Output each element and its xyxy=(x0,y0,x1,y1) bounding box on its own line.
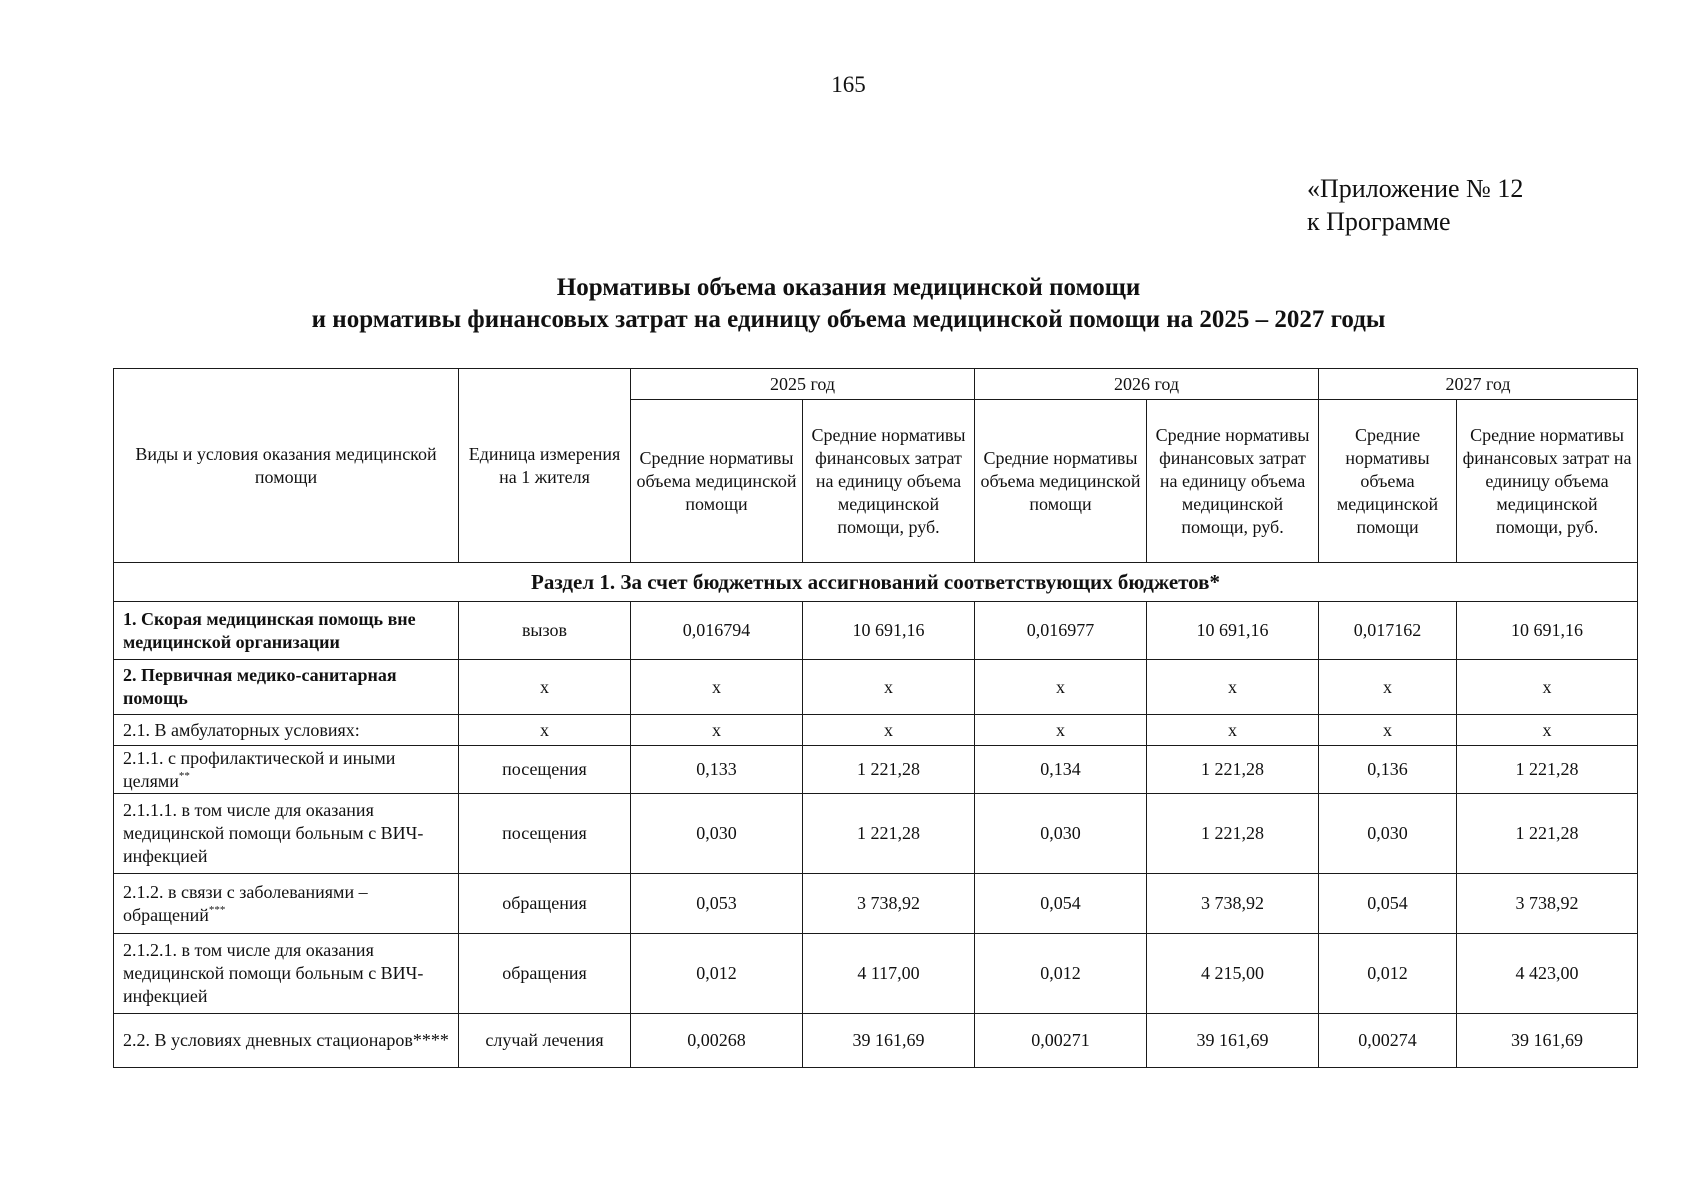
header-year-2026: 2026 год xyxy=(975,369,1319,400)
row-name: 2. Первичная медико-санитарная помощь xyxy=(114,660,459,715)
row-cost-2026: 3 738,92 xyxy=(1147,874,1319,934)
row-cost-2027: 10 691,16 xyxy=(1457,602,1638,660)
row-unit: посещения xyxy=(459,794,631,874)
table-row xyxy=(114,602,1638,660)
row-cost-2026: х xyxy=(1147,660,1319,715)
table-row xyxy=(114,794,1638,874)
row-volume-2026: х xyxy=(975,715,1147,746)
row-volume-2025: 0,053 xyxy=(631,874,803,934)
row-name-text: 2.1.2. в связи с заболеваниями – обращений xyxy=(123,881,368,925)
norms-table xyxy=(113,368,1638,1068)
row-cost-2026: 39 161,69 xyxy=(1147,1014,1319,1068)
footnote-mark: *** xyxy=(208,903,226,916)
row-cost-2027: 39 161,69 xyxy=(1457,1014,1638,1068)
row-volume-2027: 0,030 xyxy=(1319,794,1457,874)
row-cost-2025: х xyxy=(803,660,975,715)
row-cost-2026: 4 215,00 xyxy=(1147,934,1319,1014)
row-unit: случай лечения xyxy=(459,1014,631,1068)
document-title-line-2: и нормативы финансовых затрат на единицу объема медицинской помощи на 2025 – 2027 годы xyxy=(311,306,1386,333)
row-unit: х xyxy=(459,715,631,746)
table-row xyxy=(114,660,1638,715)
row-volume-2025: х xyxy=(631,715,803,746)
row-cost-2026: 10 691,16 xyxy=(1147,602,1319,660)
row-volume-2027: х xyxy=(1319,715,1457,746)
row-unit: обращения xyxy=(459,874,631,934)
row-unit: вызов xyxy=(459,602,631,660)
row-unit: посещения xyxy=(459,746,631,794)
row-name: 2.1.1.1. в том числе для оказания медицинской помощи больным с ВИЧ-инфекцией xyxy=(114,794,459,874)
header-volume-norm-2026: Средние нормативы объема медицинской помощи xyxy=(975,400,1147,563)
table-row xyxy=(114,715,1638,746)
footnote-mark: ** xyxy=(178,769,190,782)
header-year-2027: 2027 год xyxy=(1319,369,1638,400)
header-cost-norm-2026: Средние нормативы финансовых затрат на единицу объема медицинской помощи, руб. xyxy=(1147,400,1319,563)
row-cost-2025: 39 161,69 xyxy=(803,1014,975,1068)
row-volume-2026: 0,030 xyxy=(975,794,1147,874)
row-volume-2027: 0,054 xyxy=(1319,874,1457,934)
row-cost-2027: 4 423,00 xyxy=(1457,934,1638,1014)
row-cost-2025: 1 221,28 xyxy=(803,794,975,874)
header-volume-norm-2027: Средние нормативы объема медицинской помощи xyxy=(1319,400,1457,563)
row-volume-2026: 0,134 xyxy=(975,746,1147,794)
header-year-2025: 2025 год xyxy=(631,369,975,400)
row-cost-2027: 3 738,92 xyxy=(1457,874,1638,934)
document-title-line-1: Нормативы объема оказания медицинской помощи xyxy=(556,274,1141,301)
row-unit: х xyxy=(459,660,631,715)
header-cost-norm-2025: Средние нормативы финансовых затрат на единицу объема медицинской помощи, руб. xyxy=(803,400,975,563)
row-volume-2025: 0,016794 xyxy=(631,602,803,660)
row-name: 2.1.2.1. в том числе для оказания медицинской помощи больным с ВИЧ-инфекцией xyxy=(114,934,459,1014)
page-number: 165 xyxy=(831,72,866,97)
header-unit: Единица измерения на 1 жителя xyxy=(459,369,631,563)
row-volume-2026: 0,016977 xyxy=(975,602,1147,660)
row-cost-2027: 1 221,28 xyxy=(1457,794,1638,874)
row-volume-2025: 0,133 xyxy=(631,746,803,794)
row-volume-2026: 0,054 xyxy=(975,874,1147,934)
row-cost-2025: 4 117,00 xyxy=(803,934,975,1014)
table-row xyxy=(114,874,1638,934)
row-cost-2025: 3 738,92 xyxy=(803,874,975,934)
row-volume-2025: х xyxy=(631,660,803,715)
row-volume-2027: 0,136 xyxy=(1319,746,1457,794)
header-kind: Виды и условия оказания медицинской помощи xyxy=(114,369,459,563)
appendix-reference xyxy=(1307,172,1523,238)
row-volume-2026: 0,012 xyxy=(975,934,1147,1014)
row-volume-2026: х xyxy=(975,660,1147,715)
table-row xyxy=(114,934,1638,1014)
row-unit: обращения xyxy=(459,934,631,1014)
row-volume-2027: 0,012 xyxy=(1319,934,1457,1014)
table-row xyxy=(114,746,1638,794)
table-row xyxy=(114,1014,1638,1068)
row-volume-2025: 0,012 xyxy=(631,934,803,1014)
row-name: 2.2. В условиях дневных стационаров**** xyxy=(114,1014,459,1068)
row-volume-2026: 0,00271 xyxy=(975,1014,1147,1068)
row-name: 1. Скорая медицинская помощь вне медицинской организации xyxy=(114,602,459,660)
row-cost-2025: х xyxy=(803,715,975,746)
row-name: 2.1. В амбулаторных условиях: xyxy=(114,715,459,746)
row-name-text: 2.1.1. с профилактической и иными целями xyxy=(123,747,396,791)
row-cost-2027: х xyxy=(1457,660,1638,715)
row-name xyxy=(114,874,459,934)
row-name xyxy=(114,746,459,794)
row-cost-2026: 1 221,28 xyxy=(1147,746,1319,794)
row-cost-2027: 1 221,28 xyxy=(1457,746,1638,794)
row-volume-2025: 0,00268 xyxy=(631,1014,803,1068)
appendix-line-2: к Программе xyxy=(1307,207,1451,236)
row-cost-2026: 1 221,28 xyxy=(1147,794,1319,874)
header-volume-norm-2025: Средние нормативы объема медицинской помощи xyxy=(631,400,803,563)
document-title xyxy=(0,272,1697,336)
row-volume-2025: 0,030 xyxy=(631,794,803,874)
row-volume-2027: 0,00274 xyxy=(1319,1014,1457,1068)
row-cost-2027: х xyxy=(1457,715,1638,746)
row-volume-2027: 0,017162 xyxy=(1319,602,1457,660)
row-cost-2025: 10 691,16 xyxy=(803,602,975,660)
row-volume-2027: х xyxy=(1319,660,1457,715)
section-1-heading: Раздел 1. За счет бюджетных ассигнований соответствующих бюджетов* xyxy=(114,563,1638,602)
header-cost-norm-2027: Средние нормативы финансовых затрат на единицу объема медицинской помощи, руб. xyxy=(1457,400,1638,563)
appendix-line-1: «Приложение № 12 xyxy=(1307,174,1524,203)
row-cost-2025: 1 221,28 xyxy=(803,746,975,794)
row-cost-2026: х xyxy=(1147,715,1319,746)
